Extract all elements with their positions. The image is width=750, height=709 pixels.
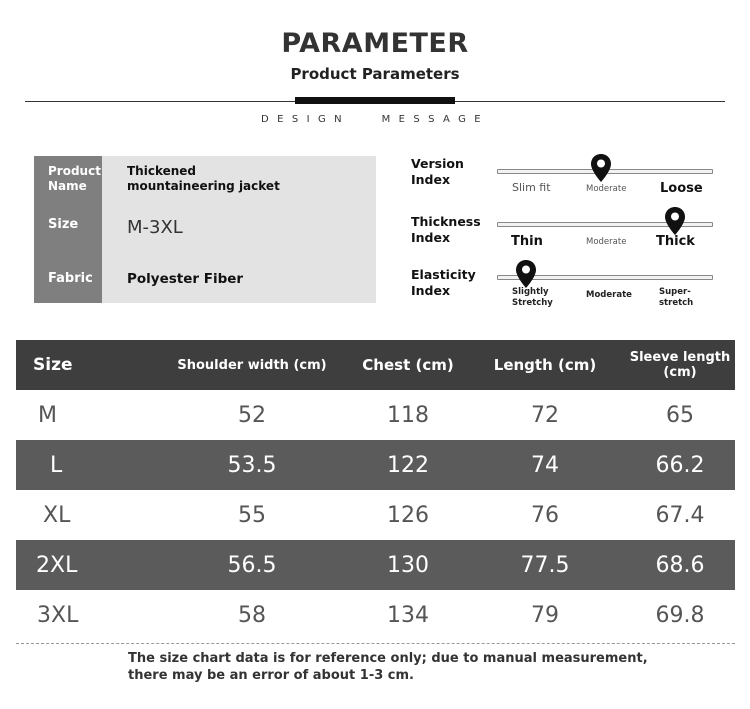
- elasticity-index-option-slightly-stretchy: Slightly Stretchy: [512, 287, 553, 308]
- thickness-index-option-moderate: Moderate: [586, 237, 627, 247]
- footnote-divider: [16, 643, 735, 644]
- shoulder-width-cell: 55: [238, 502, 266, 528]
- product-name-label: Product Name: [48, 164, 101, 193]
- version-index-label: Version Index: [411, 156, 464, 187]
- elasticity-index-option-moderate: Moderate: [586, 290, 632, 300]
- thickness-index-option-thin: Thin: [511, 234, 543, 249]
- product-name-value: Thickened mountaineering jacket: [127, 164, 280, 193]
- column-header-chest: Chest (cm): [351, 340, 465, 390]
- sleeve-length-cell: 67.4: [655, 502, 705, 528]
- chest-cell: 118: [387, 402, 429, 428]
- chest-cell: 130: [351, 540, 465, 590]
- size-cell: 2XL: [16, 540, 153, 590]
- column-header-sleeve-length: Sleeve length (cm): [625, 340, 735, 390]
- size-cell: M: [38, 402, 57, 428]
- design-message-tagline: DESIGN MESSAGE: [261, 114, 489, 125]
- elasticity-index-label: Elasticity Index: [411, 267, 476, 298]
- size-label: Size: [48, 217, 79, 232]
- page-subtitle: Product Parameters: [290, 65, 460, 83]
- size-cell: XL: [43, 502, 71, 528]
- size-chart-table: [16, 340, 735, 640]
- shoulder-width-cell: 53.5: [153, 440, 351, 490]
- table-row: [16, 390, 735, 440]
- size-value: M-3XL: [127, 217, 183, 238]
- length-cell: 79: [531, 602, 559, 628]
- sleeve-length-cell: 65: [666, 402, 694, 428]
- sleeve-length-cell: 69.8: [655, 602, 705, 628]
- size-chart-footnote: The size chart data is for reference only; due to manual measurement, there may be an error of about 1-3 cm.: [128, 651, 648, 683]
- fabric-label: Fabric: [48, 271, 93, 286]
- column-header-shoulder-width: Shoulder width (cm): [153, 340, 351, 390]
- sleeve-length-cell: 68.6: [625, 540, 735, 590]
- product-info-panel: [34, 156, 376, 303]
- column-header-length: Length (cm): [465, 340, 625, 390]
- shoulder-width-cell: 56.5: [153, 540, 351, 590]
- version-index-option-slim-fit: Slim fit: [512, 181, 551, 194]
- table-row: [16, 490, 735, 540]
- table-row: [16, 440, 735, 490]
- thickness-index-label: Thickness Index: [411, 214, 481, 245]
- length-cell: 76: [531, 502, 559, 528]
- shoulder-width-cell: 52: [238, 402, 266, 428]
- header-divider-accent: [295, 97, 455, 104]
- size-cell: L: [16, 440, 153, 490]
- length-cell: 72: [531, 402, 559, 428]
- column-header-size: Size: [16, 340, 153, 390]
- shoulder-width-cell: 58: [238, 602, 266, 628]
- length-cell: 77.5: [465, 540, 625, 590]
- chest-cell: 134: [387, 602, 429, 628]
- version-index-option-moderate: Moderate: [586, 184, 627, 194]
- page-title: PARAMETER: [281, 28, 469, 59]
- sleeve-length-cell: 66.2: [625, 440, 735, 490]
- version-index-marker-icon: [590, 153, 612, 183]
- elasticity-index-marker-icon: [515, 259, 537, 289]
- fabric-value: Polyester Fiber: [127, 271, 244, 287]
- length-cell: 74: [465, 440, 625, 490]
- thickness-index-option-thick: Thick: [656, 234, 695, 249]
- size-chart-header-row: [16, 340, 735, 390]
- thickness-index-marker-icon: [664, 206, 686, 236]
- size-cell: 3XL: [37, 602, 79, 628]
- chest-cell: 122: [351, 440, 465, 490]
- elasticity-index-option-super-stretch: Super-stretch: [659, 287, 694, 308]
- table-row: [16, 590, 735, 640]
- chest-cell: 126: [387, 502, 429, 528]
- table-row: [16, 540, 735, 590]
- version-index-option-loose: Loose: [660, 181, 703, 196]
